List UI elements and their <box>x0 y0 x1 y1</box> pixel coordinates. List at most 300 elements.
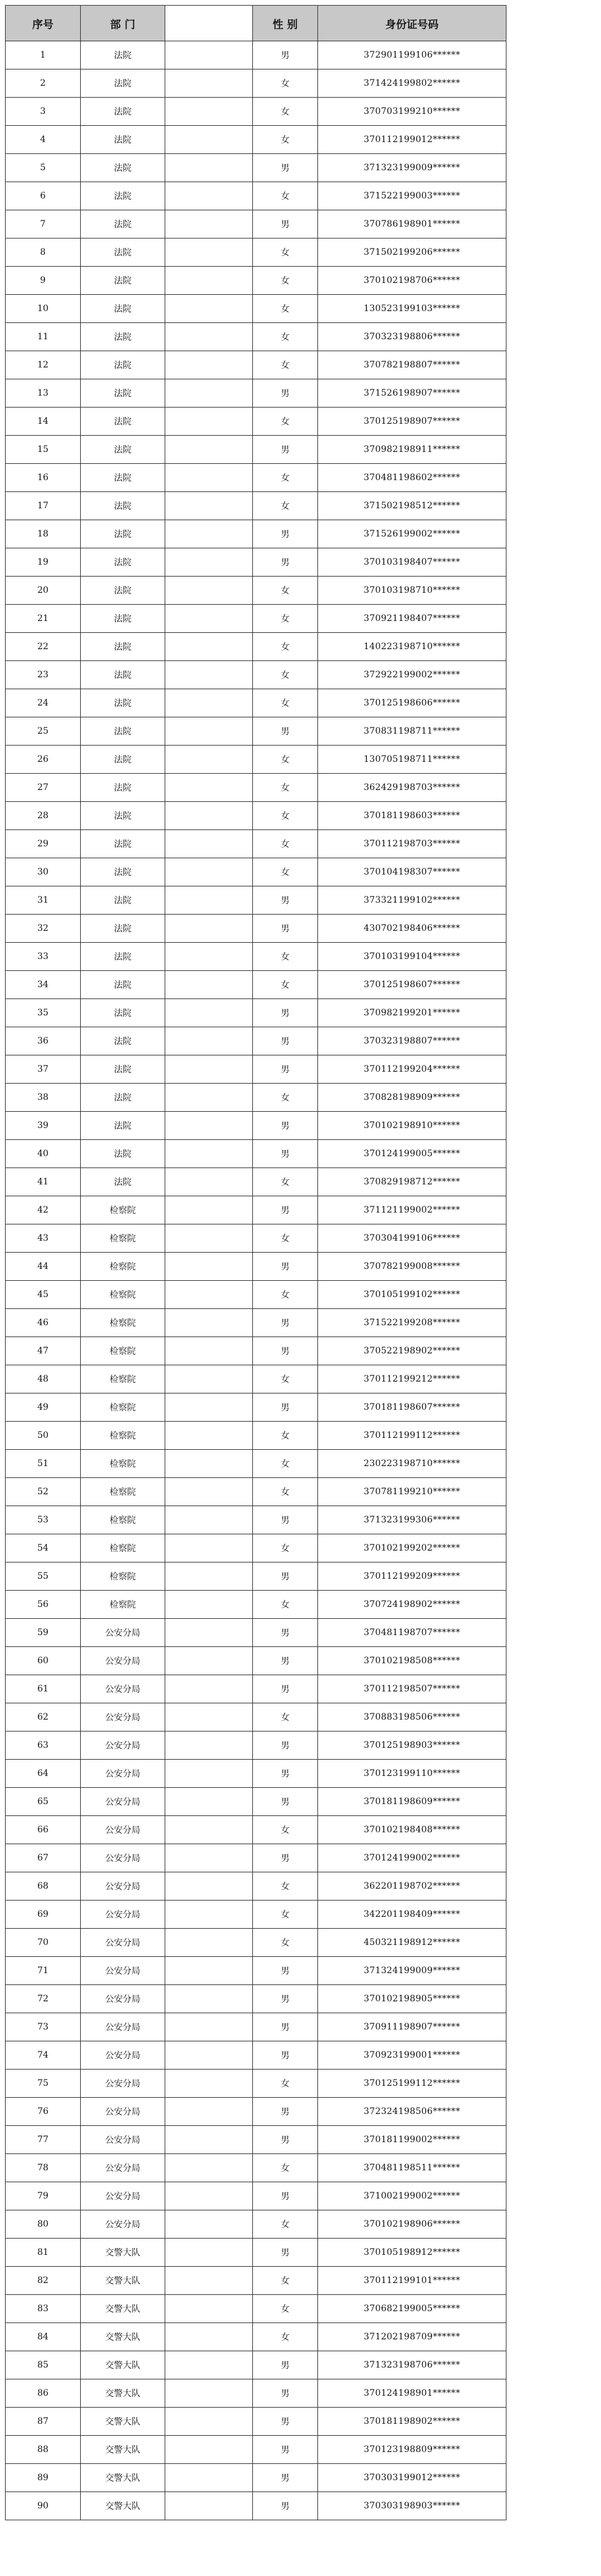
cell-name-redacted <box>165 1760 253 1788</box>
cell-no: 6 <box>6 182 81 210</box>
cell-department: 法院 <box>81 239 165 267</box>
cell-name-redacted <box>165 2464 253 2492</box>
table-row <box>6 774 506 802</box>
cell-department: 法院 <box>81 915 165 943</box>
cell-no: 25 <box>6 717 81 746</box>
cell-no: 78 <box>6 2154 81 2182</box>
cell-department: 法院 <box>81 295 165 323</box>
cell-no: 65 <box>6 1788 81 1816</box>
cell-sex: 女 <box>253 1365 318 1393</box>
cell-department: 法院 <box>81 717 165 746</box>
cell-name-redacted <box>165 1168 253 1196</box>
cell-sex: 男 <box>253 2379 318 2408</box>
cell-sex: 女 <box>253 492 318 520</box>
cell-id-number: 370181198607****** <box>318 1393 506 1422</box>
cell-name-redacted <box>165 605 253 633</box>
cell-no: 47 <box>6 1337 81 1365</box>
cell-name-redacted <box>165 154 253 182</box>
cell-no: 38 <box>6 1084 81 1112</box>
table-row <box>6 2323 506 2351</box>
cell-department: 法院 <box>81 802 165 830</box>
cell-id-number: 370303198903****** <box>318 2492 506 2520</box>
cell-name-redacted <box>165 886 253 915</box>
cell-id-number: 370982199201****** <box>318 999 506 1027</box>
table-row <box>6 2070 506 2098</box>
cell-no: 86 <box>6 2379 81 2408</box>
table-row <box>6 182 506 210</box>
table-row <box>6 1168 506 1196</box>
table-row <box>6 1393 506 1422</box>
cell-id-number: 370125198907****** <box>318 408 506 436</box>
cell-sex: 男 <box>253 1055 318 1084</box>
table-row <box>6 1985 506 2013</box>
cell-department: 法院 <box>81 154 165 182</box>
cell-sex: 女 <box>253 1816 318 1844</box>
cell-name-redacted <box>165 1140 253 1168</box>
cell-name-redacted <box>165 323 253 351</box>
cell-name-redacted <box>165 1563 253 1591</box>
table-row <box>6 2098 506 2126</box>
cell-name-redacted <box>165 1929 253 1957</box>
table-row <box>6 2126 506 2154</box>
cell-id-number: 370181198609****** <box>318 1788 506 1816</box>
table-row <box>6 2295 506 2323</box>
cell-sex: 女 <box>253 661 318 689</box>
cell-id-number: 370831198711****** <box>318 717 506 746</box>
cell-no: 32 <box>6 915 81 943</box>
cell-department: 交警大队 <box>81 2351 165 2379</box>
cell-name-redacted <box>165 408 253 436</box>
cell-department: 公安分局 <box>81 2098 165 2126</box>
cell-id-number: 370102198910****** <box>318 1112 506 1140</box>
cell-sex: 男 <box>253 379 318 408</box>
cell-department: 交警大队 <box>81 2464 165 2492</box>
cell-name-redacted <box>165 577 253 605</box>
cell-department: 法院 <box>81 182 165 210</box>
cell-no: 45 <box>6 1281 81 1309</box>
table-row <box>6 2239 506 2267</box>
cell-no: 75 <box>6 2070 81 2098</box>
cell-department: 公安分局 <box>81 1647 165 1675</box>
cell-name-redacted <box>165 2041 253 2070</box>
cell-id-number: 140223198710****** <box>318 633 506 661</box>
cell-sex: 男 <box>253 1309 318 1337</box>
cell-department: 公安分局 <box>81 1675 165 1703</box>
cell-id-number: 372901199106****** <box>318 41 506 69</box>
cell-name-redacted <box>165 1393 253 1422</box>
cell-no: 10 <box>6 295 81 323</box>
cell-sex: 女 <box>253 605 318 633</box>
cell-sex: 女 <box>253 689 318 717</box>
cell-id-number: 130523199103****** <box>318 295 506 323</box>
cell-sex: 男 <box>253 999 318 1027</box>
cell-id-number: 370103198407****** <box>318 548 506 577</box>
cell-name-redacted <box>165 2379 253 2408</box>
cell-department: 公安分局 <box>81 2154 165 2182</box>
cell-sex: 男 <box>253 2041 318 2070</box>
table-row <box>6 1732 506 1760</box>
table-row <box>6 746 506 774</box>
cell-sex: 男 <box>253 1985 318 2013</box>
cell-id-number: 371424199802****** <box>318 69 506 98</box>
cell-sex: 女 <box>253 69 318 98</box>
cell-name-redacted <box>165 971 253 999</box>
cell-sex: 男 <box>253 1506 318 1534</box>
cell-no: 2 <box>6 69 81 98</box>
cell-sex: 女 <box>253 858 318 886</box>
cell-no: 14 <box>6 408 81 436</box>
cell-name-redacted <box>165 2492 253 2520</box>
cell-department: 检察院 <box>81 1534 165 1563</box>
cell-id-number: 450321198912****** <box>318 1929 506 1957</box>
cell-id-number: 370828198909****** <box>318 1084 506 1112</box>
cell-name-redacted <box>165 1281 253 1309</box>
cell-name-redacted <box>165 1478 253 1506</box>
cell-no: 20 <box>6 577 81 605</box>
cell-sex: 男 <box>253 2239 318 2267</box>
cell-id-number: 371121199002****** <box>318 1196 506 1224</box>
cell-name-redacted <box>165 1309 253 1337</box>
cell-sex: 男 <box>253 1563 318 1591</box>
cell-name-redacted <box>165 802 253 830</box>
cell-id-number: 370103198710****** <box>318 577 506 605</box>
cell-sex: 女 <box>253 830 318 858</box>
cell-sex: 男 <box>253 1732 318 1760</box>
cell-id-number: 371502199206****** <box>318 239 506 267</box>
table-row <box>6 1957 506 1985</box>
table-row <box>6 1281 506 1309</box>
cell-sex: 男 <box>253 1196 318 1224</box>
cell-no: 42 <box>6 1196 81 1224</box>
cell-no: 64 <box>6 1760 81 1788</box>
cell-name-redacted <box>165 69 253 98</box>
table-row <box>6 408 506 436</box>
cell-department: 法院 <box>81 774 165 802</box>
cell-id-number: 371323199009****** <box>318 154 506 182</box>
table-row <box>6 1675 506 1703</box>
table-row <box>6 69 506 98</box>
cell-department: 交警大队 <box>81 2323 165 2351</box>
cell-department: 公安分局 <box>81 1732 165 1760</box>
cell-id-number: 370181198902****** <box>318 2408 506 2436</box>
cell-no: 18 <box>6 520 81 548</box>
cell-id-number: 370829198712****** <box>318 1168 506 1196</box>
cell-department: 法院 <box>81 746 165 774</box>
cell-sex: 女 <box>253 351 318 379</box>
table-row <box>6 267 506 295</box>
cell-department: 公安分局 <box>81 2126 165 2154</box>
cell-no: 33 <box>6 943 81 971</box>
cell-sex: 女 <box>253 408 318 436</box>
roster-table <box>5 5 506 2520</box>
cell-sex: 男 <box>253 2098 318 2126</box>
cell-sex: 男 <box>253 886 318 915</box>
cell-sex: 女 <box>253 323 318 351</box>
cell-department: 公安分局 <box>81 1703 165 1732</box>
cell-department: 法院 <box>81 408 165 436</box>
cell-department: 法院 <box>81 548 165 577</box>
table-row <box>6 1196 506 1224</box>
cell-id-number: 370124198901****** <box>318 2379 506 2408</box>
cell-sex: 女 <box>253 1901 318 1929</box>
table-row <box>6 802 506 830</box>
cell-department: 法院 <box>81 41 165 69</box>
table-row <box>6 1506 506 1534</box>
cell-no: 4 <box>6 126 81 154</box>
cell-no: 43 <box>6 1224 81 1253</box>
table-row <box>6 210 506 239</box>
cell-sex: 女 <box>253 126 318 154</box>
cell-department: 公安分局 <box>81 2041 165 2070</box>
cell-department: 法院 <box>81 436 165 464</box>
cell-name-redacted <box>165 1732 253 1760</box>
cell-id-number: 370323198807****** <box>318 1027 506 1055</box>
cell-name-redacted <box>165 1675 253 1703</box>
cell-id-number: 370125198607****** <box>318 971 506 999</box>
cell-department: 检察院 <box>81 1591 165 1619</box>
cell-id-number: 372922199002****** <box>318 661 506 689</box>
cell-sex: 男 <box>253 41 318 69</box>
table-row <box>6 2041 506 2070</box>
cell-department: 法院 <box>81 1168 165 1196</box>
cell-name-redacted <box>165 1647 253 1675</box>
cell-name-redacted <box>165 1422 253 1450</box>
cell-name-redacted <box>165 295 253 323</box>
cell-no: 23 <box>6 661 81 689</box>
cell-department: 交警大队 <box>81 2492 165 2520</box>
header-row <box>6 6 506 41</box>
cell-id-number: 362201198702****** <box>318 1872 506 1901</box>
table-row <box>6 1816 506 1844</box>
cell-sex: 男 <box>253 2464 318 2492</box>
cell-no: 76 <box>6 2098 81 2126</box>
cell-name-redacted <box>165 1337 253 1365</box>
cell-sex: 男 <box>253 2013 318 2041</box>
cell-no: 11 <box>6 323 81 351</box>
cell-id-number: 370911198907****** <box>318 2013 506 2041</box>
cell-id-number: 370782199008****** <box>318 1253 506 1281</box>
cell-sex: 女 <box>253 2070 318 2098</box>
cell-no: 52 <box>6 1478 81 1506</box>
cell-department: 交警大队 <box>81 2267 165 2295</box>
cell-no: 72 <box>6 1985 81 2013</box>
table-row <box>6 999 506 1027</box>
table-row <box>6 689 506 717</box>
cell-no: 39 <box>6 1112 81 1140</box>
cell-department: 法院 <box>81 379 165 408</box>
cell-department: 法院 <box>81 999 165 1027</box>
cell-name-redacted <box>165 2351 253 2379</box>
header-department: 部 门 <box>81 6 165 41</box>
cell-id-number: 370481198511****** <box>318 2154 506 2182</box>
cell-id-number: 370102198706****** <box>318 267 506 295</box>
cell-name-redacted <box>165 2182 253 2210</box>
cell-id-number: 370123199110****** <box>318 1760 506 1788</box>
cell-name-redacted <box>165 2210 253 2239</box>
cell-name-redacted <box>165 1027 253 1055</box>
cell-department: 公安分局 <box>81 1760 165 1788</box>
cell-sex: 女 <box>253 746 318 774</box>
table-row <box>6 323 506 351</box>
cell-id-number: 370522198902****** <box>318 1337 506 1365</box>
table-row <box>6 1534 506 1563</box>
cell-no: 81 <box>6 2239 81 2267</box>
cell-sex: 男 <box>253 520 318 548</box>
table-row <box>6 1084 506 1112</box>
table-row <box>6 1844 506 1872</box>
cell-id-number: 370102198905****** <box>318 1985 506 2013</box>
cell-id-number: 370303199012****** <box>318 2464 506 2492</box>
cell-department: 检察院 <box>81 1196 165 1224</box>
cell-name-redacted <box>165 1055 253 1084</box>
cell-name-redacted <box>165 1506 253 1534</box>
cell-no: 41 <box>6 1168 81 1196</box>
cell-no: 35 <box>6 999 81 1027</box>
cell-sex: 男 <box>253 436 318 464</box>
cell-sex: 女 <box>253 1872 318 1901</box>
cell-id-number: 370921198407****** <box>318 605 506 633</box>
cell-sex: 男 <box>253 717 318 746</box>
table-row <box>6 154 506 182</box>
cell-department: 法院 <box>81 492 165 520</box>
cell-sex: 女 <box>253 1929 318 1957</box>
cell-name-redacted <box>165 2436 253 2464</box>
cell-id-number: 370124199005****** <box>318 1140 506 1168</box>
cell-department: 法院 <box>81 605 165 633</box>
cell-sex: 女 <box>253 1703 318 1732</box>
cell-department: 检察院 <box>81 1281 165 1309</box>
cell-department: 公安分局 <box>81 1929 165 1957</box>
table-row <box>6 1901 506 1929</box>
cell-no: 90 <box>6 2492 81 2520</box>
cell-no: 87 <box>6 2408 81 2436</box>
cell-no: 24 <box>6 689 81 717</box>
cell-department: 法院 <box>81 577 165 605</box>
cell-sex: 男 <box>253 1112 318 1140</box>
cell-department: 检察院 <box>81 1224 165 1253</box>
cell-name-redacted <box>165 774 253 802</box>
cell-name-redacted <box>165 126 253 154</box>
cell-no: 8 <box>6 239 81 267</box>
cell-sex: 女 <box>253 2295 318 2323</box>
cell-id-number: 371002199002****** <box>318 2182 506 2210</box>
cell-sex: 女 <box>253 1478 318 1506</box>
cell-sex: 女 <box>253 802 318 830</box>
cell-sex: 女 <box>253 1591 318 1619</box>
table-row <box>6 605 506 633</box>
cell-id-number: 370703199210****** <box>318 98 506 126</box>
cell-sex: 男 <box>253 1647 318 1675</box>
cell-name-redacted <box>165 2267 253 2295</box>
cell-name-redacted <box>165 436 253 464</box>
cell-department: 法院 <box>81 1112 165 1140</box>
cell-id-number: 371324199009****** <box>318 1957 506 1985</box>
cell-no: 80 <box>6 2210 81 2239</box>
cell-name-redacted <box>165 830 253 858</box>
cell-id-number: 371323198706****** <box>318 2351 506 2379</box>
cell-department: 公安分局 <box>81 1844 165 1872</box>
cell-name-redacted <box>165 1084 253 1112</box>
cell-department: 检察院 <box>81 1365 165 1393</box>
cell-id-number: 130705198711****** <box>318 746 506 774</box>
cell-department: 交警大队 <box>81 2379 165 2408</box>
cell-no: 59 <box>6 1619 81 1647</box>
cell-no: 36 <box>6 1027 81 1055</box>
cell-no: 13 <box>6 379 81 408</box>
cell-department: 法院 <box>81 126 165 154</box>
cell-no: 34 <box>6 971 81 999</box>
cell-sex: 女 <box>253 943 318 971</box>
cell-department: 公安分局 <box>81 2182 165 2210</box>
cell-name-redacted <box>165 2126 253 2154</box>
cell-sex: 男 <box>253 1619 318 1647</box>
cell-department: 公安分局 <box>81 1985 165 2013</box>
table-row <box>6 717 506 746</box>
cell-department: 公安分局 <box>81 1619 165 1647</box>
table-row <box>6 1872 506 1901</box>
cell-name-redacted <box>165 1844 253 1872</box>
cell-id-number: 370112199101****** <box>318 2267 506 2295</box>
cell-sex: 男 <box>253 1957 318 1985</box>
cell-name-redacted <box>165 633 253 661</box>
cell-id-number: 362429198703****** <box>318 774 506 802</box>
cell-department: 法院 <box>81 858 165 886</box>
cell-department: 法院 <box>81 351 165 379</box>
cell-no: 40 <box>6 1140 81 1168</box>
cell-sex: 女 <box>253 1450 318 1478</box>
table-row <box>6 1703 506 1732</box>
cell-sex: 男 <box>253 1027 318 1055</box>
cell-id-number: 370102198408****** <box>318 1816 506 1844</box>
table-row <box>6 295 506 323</box>
cell-department: 法院 <box>81 689 165 717</box>
cell-id-number: 370102199202****** <box>318 1534 506 1563</box>
table-row <box>6 520 506 548</box>
cell-sex: 女 <box>253 1281 318 1309</box>
header-no: 序号 <box>6 6 81 41</box>
cell-sex: 男 <box>253 2351 318 2379</box>
cell-sex: 男 <box>253 2492 318 2520</box>
cell-department: 法院 <box>81 210 165 239</box>
cell-id-number: 370181199002****** <box>318 2126 506 2154</box>
cell-no: 7 <box>6 210 81 239</box>
cell-department: 检察院 <box>81 1478 165 1506</box>
cell-sex: 女 <box>253 2267 318 2295</box>
cell-no: 51 <box>6 1450 81 1478</box>
cell-no: 16 <box>6 464 81 492</box>
cell-department: 法院 <box>81 633 165 661</box>
table-header <box>6 6 506 41</box>
cell-department: 法院 <box>81 98 165 126</box>
cell-name-redacted <box>165 1703 253 1732</box>
cell-name-redacted <box>165 1196 253 1224</box>
table-row <box>6 858 506 886</box>
cell-sex: 女 <box>253 1422 318 1450</box>
cell-sex: 女 <box>253 239 318 267</box>
cell-department: 检察院 <box>81 1253 165 1281</box>
cell-no: 26 <box>6 746 81 774</box>
cell-department: 检察院 <box>81 1506 165 1534</box>
cell-sex: 女 <box>253 1084 318 1112</box>
cell-name-redacted <box>165 661 253 689</box>
table-row <box>6 548 506 577</box>
cell-name-redacted <box>165 1365 253 1393</box>
cell-name-redacted <box>165 858 253 886</box>
table-row <box>6 1929 506 1957</box>
table-row <box>6 2436 506 2464</box>
cell-no: 79 <box>6 2182 81 2210</box>
cell-sex: 男 <box>253 1760 318 1788</box>
